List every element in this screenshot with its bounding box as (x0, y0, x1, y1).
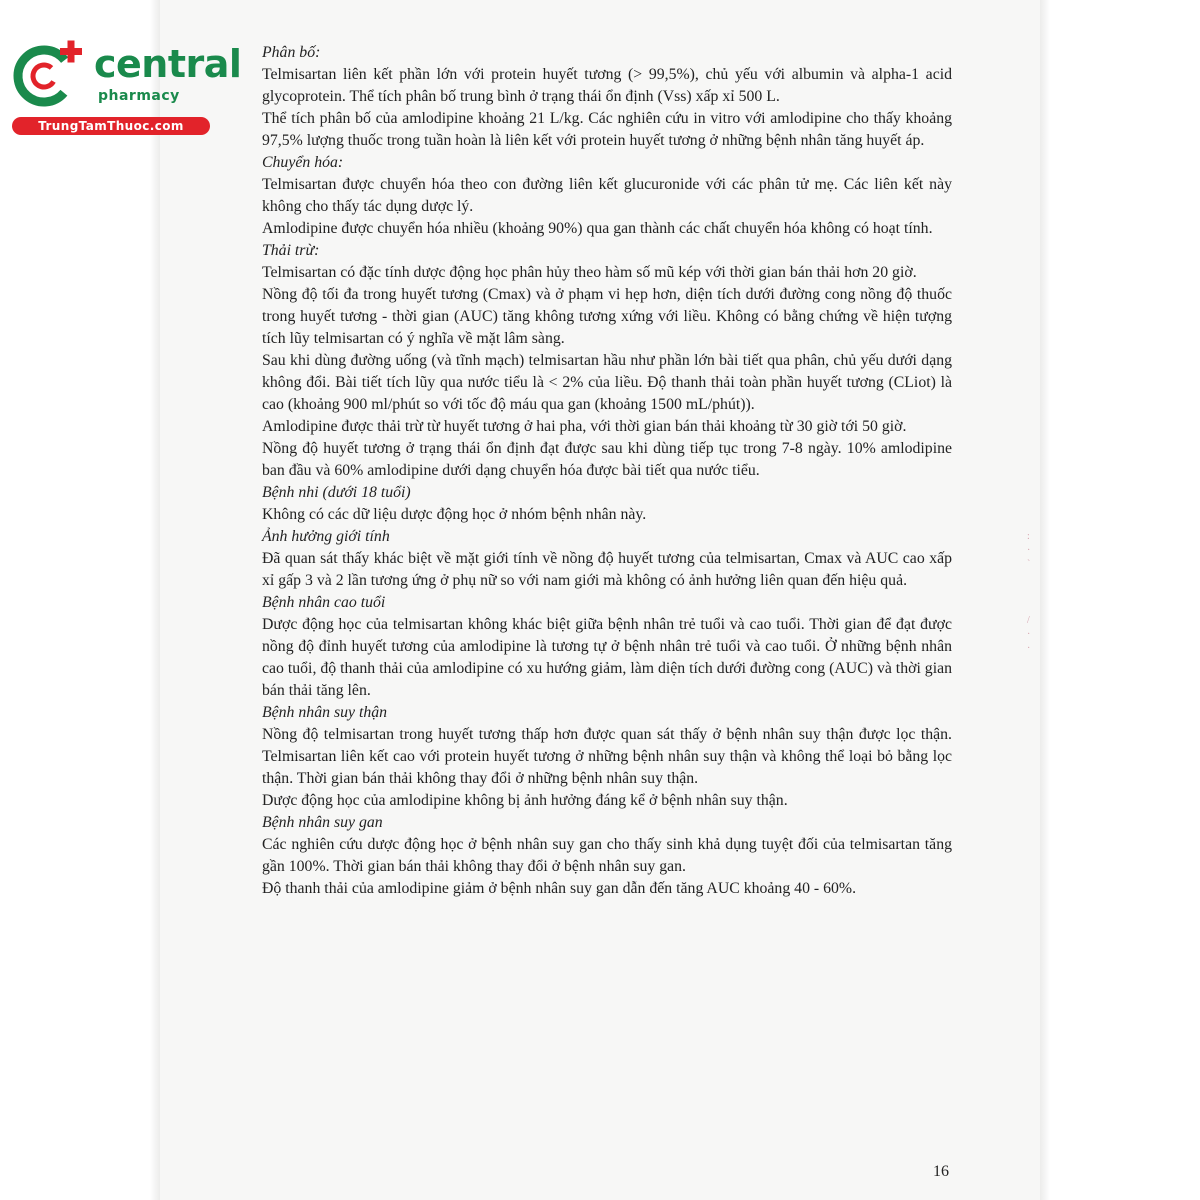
section-heading: Phân bố: (262, 44, 321, 61)
section-heading: Chuyển hóa: (262, 154, 344, 171)
body-paragraph: Không có các dữ liệu dược động học ở nhóm bệnh nhân này. (262, 506, 647, 523)
section-heading: Bệnh nhi (dưới 18 tuổi) (262, 484, 411, 501)
body-paragraph: Amlodipine được chuyển hóa nhiều (khoảng 90%) qua gan thành các chất chuyển hóa không có hoạt tính. (262, 220, 933, 237)
section-heading: Ảnh hưởng giới tính (262, 528, 390, 545)
body-paragraph: Nồng độ telmisartan trong huyết tương thấp hơn được quan sát thấy ở bệnh nhân suy thận được lọc thận. Telmisartan liên kết cao với protein huyết tương ở những bệnh nhân suy thận và không thể loại bỏ bằng lọc thận. Thời gian bán thải không thay đổi ở những bệnh nhân suy thận. (262, 726, 952, 787)
central-pharmacy-logo[interactable] (10, 38, 242, 138)
body-paragraph: Telmisartan được chuyển hóa theo con đường liên kết glucuronide với các phân tử mẹ. Các liên kết này không cho thấy tác dụng dược lý. (262, 176, 952, 215)
body-paragraph: Telmisartan liên kết phần lớn với protein huyết tương (> 99,5%), chủ yếu với albumin và alpha-1 acid glycoprotein. Thể tích phân bố trung bình ở trạng thái ổn định (Vss) xấp xỉ 500 L. (262, 66, 952, 105)
page-number: 16 (933, 1163, 949, 1180)
logo-name: central (94, 42, 242, 86)
body-paragraph: Dược động học của amlodipine không bị ảnh hưởng đáng kể ở bệnh nhân suy thận. (262, 792, 788, 809)
body-paragraph: Dược động học của telmisartan không khác biệt giữa bệnh nhân trẻ tuổi và cao tuổi. Thời gian để đạt được nồng độ đỉnh huyết tương của amlodipine là tương tự ở bệnh nhân trẻ tuổi và cao tuổi. Ở những bệnh nhân cao tuổi, độ thanh thải của amlodipine có xu hướng giảm, làm diện tích dưới đường cong (AUC) và thời gian bán thải tăng lên. (262, 616, 952, 699)
body-paragraph: Amlodipine được thải trừ từ huyết tương ở hai pha, với thời gian bán thải khoảng từ 30 giờ tới 50 giờ. (262, 418, 907, 435)
document-body (262, 42, 952, 900)
section-heading: Bệnh nhân cao tuổi (262, 594, 386, 611)
body-paragraph: Nồng độ huyết tương ở trạng thái ổn định đạt được sau khi dùng tiếp tục trong 7-8 ngày. 10% amlodipine ban đầu và 60% amlodipine dưới dạng chuyển hóa được bài tiết qua nước tiểu. (262, 440, 952, 479)
body-paragraph: Đã quan sát thấy khác biệt về mặt giới tính về nồng độ huyết tương của telmisartan, Cmax và AUC cao xấp xỉ gấp 3 và 2 lần tương ứng ở phụ nữ so với nam giới mà không có ảnh hưởng liên quan đến hiệu quả. (262, 550, 952, 589)
section-heading: Thải trừ: (262, 242, 320, 259)
body-paragraph: Telmisartan có đặc tính dược động học phân hủy theo hàm số mũ kép với thời gian bán thải hơn 20 giờ. (262, 264, 917, 281)
body-paragraph: Nồng độ tối đa trong huyết tương (Cmax) và ở phạm vi hẹp hơn, diện tích dưới đường cong nồng độ thuốc trong huyết tương - thời gian (AUC) tăng không tương xứng với liều. Không có bằng chứng về hiện tượng tích lũy telmisartan có ý nghĩa về mặt lâm sàng. (262, 286, 952, 347)
body-paragraph: Thể tích phân bố của amlodipine khoảng 21 L/kg. Các nghiên cứu in vitro với amlodipine cho thấy khoảng 97,5% lượng thuốc trong tuần hoàn là liên kết với protein huyết tương ở những bệnh nhân tăng huyết áp. (262, 110, 952, 149)
central-logo-mark-icon (10, 38, 90, 118)
body-paragraph: Các nghiên cứu dược động học ở bệnh nhân suy gan cho thấy sinh khả dụng tuyệt đối của telmisartan tăng gần 100%. Thời gian bán thải không thay đổi ở bệnh nhân suy gan. (262, 836, 952, 875)
section-heading: Bệnh nhân suy gan (262, 814, 383, 831)
logo-website-banner: TrungTamThuoc.com (12, 117, 210, 135)
margin-marks: : · ` / · · (1027, 531, 1031, 654)
paper-shadow-left (150, 0, 160, 1200)
body-paragraph: Sau khi dùng đường uống (và tĩnh mạch) telmisartan hầu như phần lớn bài tiết qua phân, chủ yếu dưới dạng không đổi. Bài tiết tích lũy qua nước tiểu là < 2% của liều. Độ thanh thải toàn phần huyết tương (CLiot) là cao (khoảng 900 ml/phút so với tốc độ máu qua gan (khoảng 1500 mL/phút)). (262, 352, 952, 413)
logo-subtitle: pharmacy (98, 88, 180, 104)
section-heading: Bệnh nhân suy thận (262, 704, 388, 721)
paper-shadow-right (1040, 0, 1050, 1200)
body-paragraph: Độ thanh thải của amlodipine giảm ở bệnh nhân suy gan dẫn đến tăng AUC khoảng 40 - 60%. (262, 880, 857, 897)
